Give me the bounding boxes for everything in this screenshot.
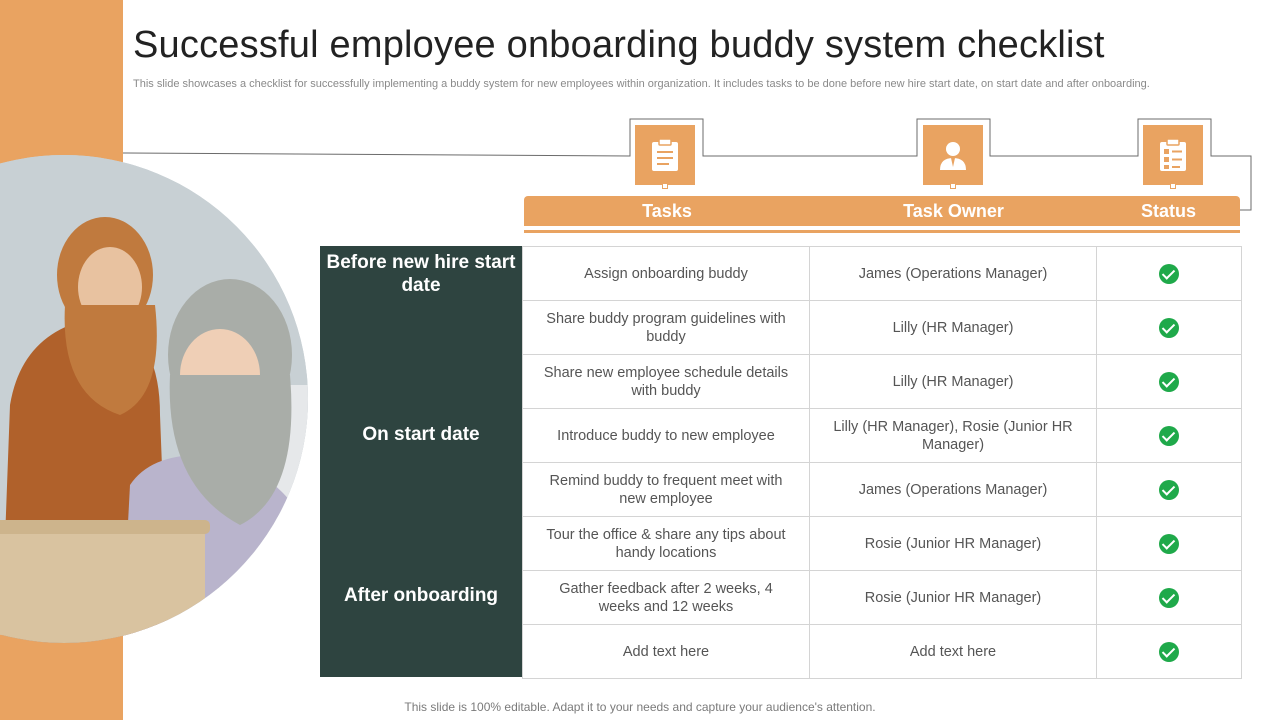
owner-cell: Lilly (HR Manager) xyxy=(810,301,1097,355)
check-icon xyxy=(1159,534,1179,554)
check-icon xyxy=(1159,318,1179,338)
task-cell: Share buddy program guidelines with buddy xyxy=(523,301,810,355)
status-cell xyxy=(1097,301,1242,355)
table-row xyxy=(523,301,1242,355)
task-cell[interactable]: Add text here xyxy=(523,625,810,679)
task-cell: Assign onboarding buddy xyxy=(523,247,810,301)
phase-after-onboarding: After onboarding xyxy=(343,585,499,606)
page-subtitle: This slide showcases a checklist for successfully implementing a buddy system for new employees within organization. It includes tasks to be done before new hire start date, on start date and after onboarding. xyxy=(133,78,1150,90)
header-status: Status xyxy=(1140,201,1196,221)
owner-cell[interactable]: Add text here xyxy=(810,625,1097,679)
table-header-bar xyxy=(524,196,1240,226)
check-icon xyxy=(1159,480,1179,500)
check-icon xyxy=(1159,372,1179,392)
task-cell: Tour the office & share any tips about handy locations xyxy=(523,517,810,571)
person-icon xyxy=(923,125,983,185)
checklist-icon xyxy=(1143,125,1203,185)
phase-column xyxy=(320,246,522,677)
check-icon xyxy=(1159,426,1179,446)
table-row xyxy=(523,355,1242,409)
status-cell xyxy=(1097,247,1242,301)
owner-cell: Rosie (Junior HR Manager) xyxy=(810,571,1097,625)
owner-cell: Rosie (Junior HR Manager) xyxy=(810,517,1097,571)
header-tasks: Tasks xyxy=(642,201,692,221)
status-cell xyxy=(1097,571,1242,625)
table-row xyxy=(523,571,1242,625)
task-cell: Share new employee schedule details with buddy xyxy=(523,355,810,409)
check-icon xyxy=(1159,642,1179,662)
status-cell xyxy=(1097,463,1242,517)
owner-cell: James (Operations Manager) xyxy=(810,463,1097,517)
owner-cell: James (Operations Manager) xyxy=(810,247,1097,301)
status-cell xyxy=(1097,355,1242,409)
table-row xyxy=(523,463,1242,517)
task-cell: Introduce buddy to new employee xyxy=(523,409,810,463)
footer-note: This slide is 100% editable. Adapt it to your needs and capture your audience's attention. xyxy=(404,700,876,714)
header-underline xyxy=(524,230,1240,233)
status-cell xyxy=(1097,517,1242,571)
page-title: Successful employee onboarding buddy system checklist xyxy=(133,24,1105,66)
checklist-table xyxy=(522,246,1242,679)
table-row xyxy=(523,517,1242,571)
phase-start-date: On start date xyxy=(362,424,480,445)
status-cell xyxy=(1097,409,1242,463)
task-cell: Gather feedback after 2 weeks, 4 weeks and 12 weeks xyxy=(523,571,810,625)
owner-cell: Lilly (HR Manager), Rosie (Junior HR Manager) xyxy=(810,409,1097,463)
check-icon xyxy=(1159,264,1179,284)
status-cell xyxy=(1097,625,1242,679)
phase-before-start: Before new hire start date xyxy=(326,252,516,296)
clipboard-icon xyxy=(635,125,695,185)
owner-cell: Lilly (HR Manager) xyxy=(810,355,1097,409)
task-cell: Remind buddy to frequent meet with new employee xyxy=(523,463,810,517)
table-row xyxy=(523,409,1242,463)
check-icon xyxy=(1159,588,1179,608)
table-row xyxy=(523,247,1242,301)
table-row xyxy=(523,625,1242,679)
header-task-owner: Task Owner xyxy=(903,201,1004,221)
